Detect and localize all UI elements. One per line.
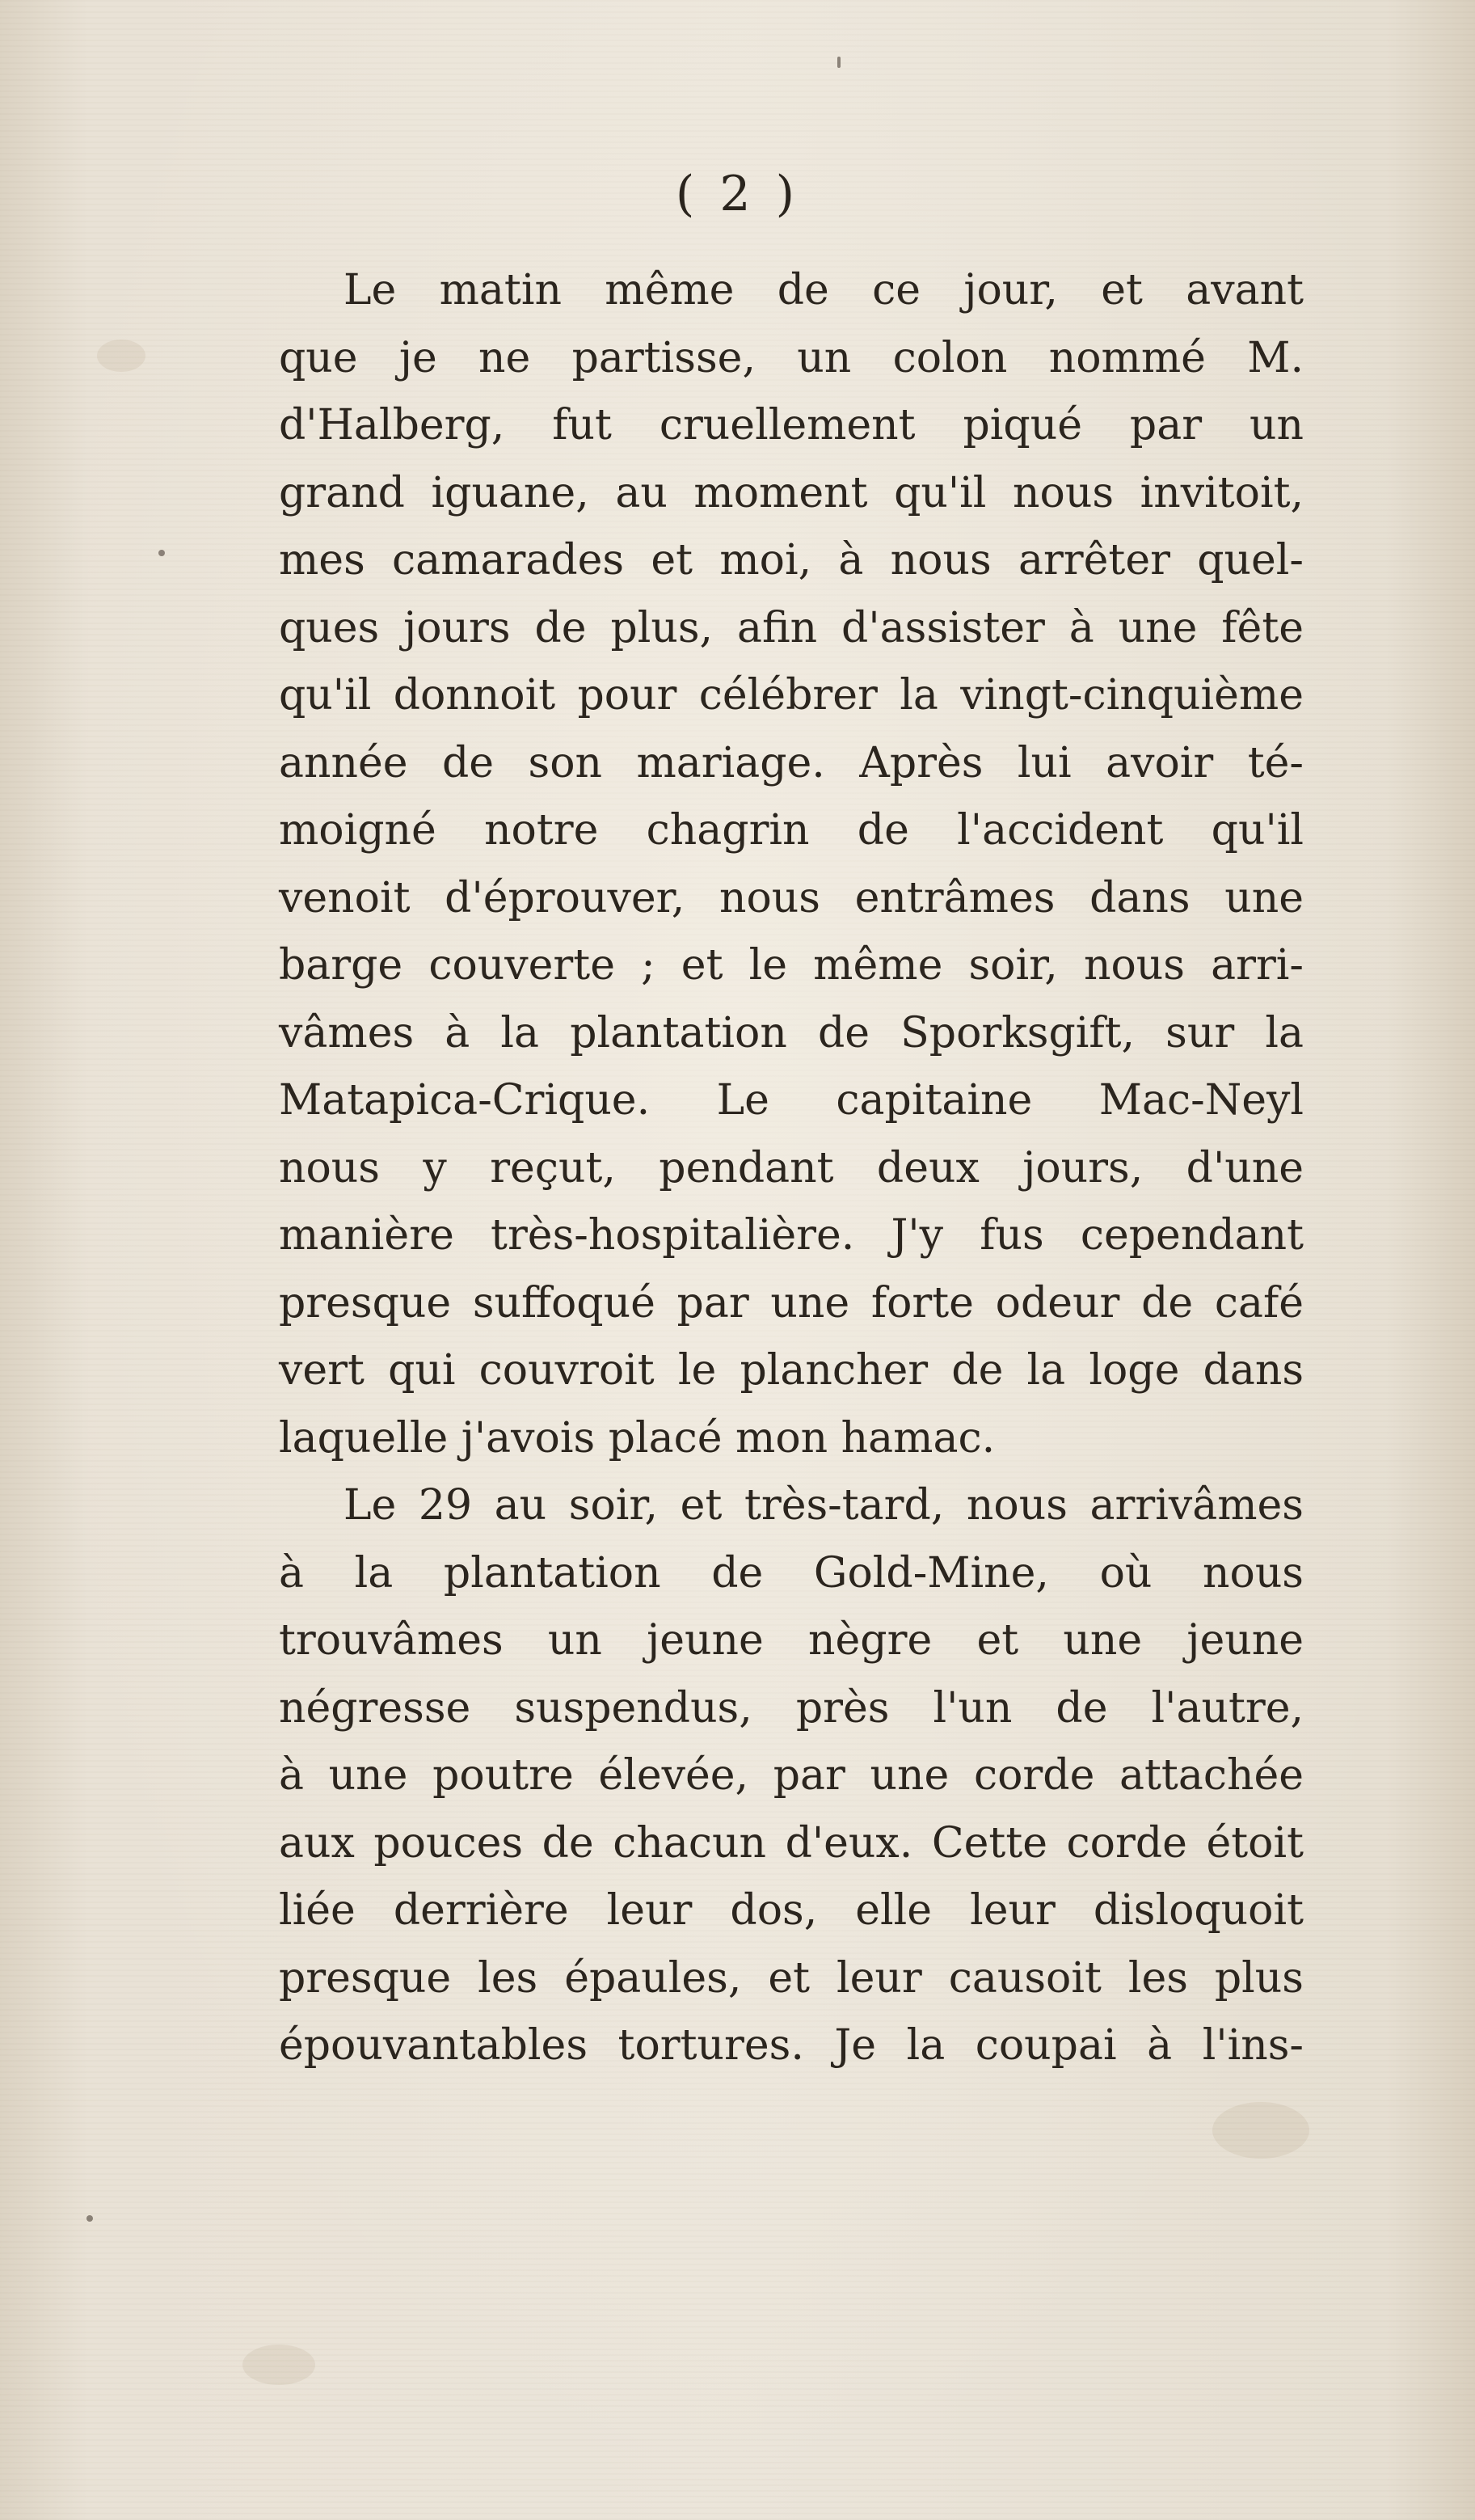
text-line: à une poutre élevée, par une corde attachée — [279, 1751, 1304, 1800]
text-line: presque suffoqué par une forte odeur de café — [279, 1278, 1304, 1328]
ink-speck — [837, 57, 841, 68]
ink-speck — [158, 550, 165, 556]
text-line: mes camarades et moi, à nous arrêter quel- — [279, 536, 1304, 585]
text-line: moigné notre chagrin de l'accident qu'il — [279, 806, 1304, 855]
text-line: Matapica-Crique. Le capitaine Mac-Neyl — [279, 1076, 1304, 1125]
text-line: épouvantables tortures. Je la coupai à l'ins- — [279, 2021, 1304, 2070]
text-line: Le matin même de ce jour, et avant — [343, 266, 1304, 314]
paper-stain — [242, 2345, 315, 2385]
text-line: presque les épaules, et leur causoit les plus — [279, 1953, 1304, 2003]
text-line: liée derrière leur dos, elle leur disloquoit — [279, 1886, 1304, 1935]
ink-speck — [86, 2215, 93, 2222]
text-line: que je ne partisse, un colon nommé M. — [279, 333, 1304, 382]
paragraph-1 — [279, 257, 1304, 1472]
text-line: qu'il donnoit pour célébrer la vingt-cinquième — [279, 671, 1304, 720]
text-line: vâmes à la plantation de Sporksgift, sur la — [279, 1008, 1304, 1057]
text-line: année de son mariage. Après lui avoir té- — [279, 738, 1304, 787]
paragraph-2 — [279, 1472, 1304, 2080]
text-line: barge couverte ; et le même soir, nous arri- — [279, 941, 1304, 990]
text-line: négresse suspendus, près l'un de l'autre, — [279, 1683, 1304, 1733]
text-line: venoit d'éprouver, nous entrâmes dans une — [279, 873, 1304, 922]
text-line: trouvâmes un jeune nègre et une jeune — [279, 1616, 1304, 1665]
text-line: aux pouces de chacun d'eux. Cette corde étoit — [279, 1818, 1304, 1868]
text-line: vert qui couvroit le plancher de la loge dans — [279, 1346, 1304, 1395]
paper-stain — [1212, 2102, 1309, 2159]
paper-stain — [97, 340, 145, 372]
text-line: manière très-hospitalière. J'y fus cependant — [279, 1211, 1304, 1260]
text-line: à la plantation de Gold-Mine, où nous — [279, 1548, 1304, 1598]
text-line: laquelle j'avois placé mon hamac. — [279, 1413, 996, 1463]
text-line: grand iguane, au moment qu'il nous invitoit, — [279, 468, 1304, 517]
text-line: nous y reçut, pendant deux jours, d'une — [279, 1143, 1304, 1192]
text-line: d'Halberg, fut cruellement piqué par un — [279, 401, 1304, 450]
text-line: Le 29 au soir, et très-tard, nous arrivâmes — [343, 1481, 1304, 1530]
text-line: ques jours de plus, afin d'assister à une fête — [279, 603, 1304, 652]
page-number: ( 2 ) — [675, 166, 800, 222]
body-text — [279, 257, 1304, 2080]
